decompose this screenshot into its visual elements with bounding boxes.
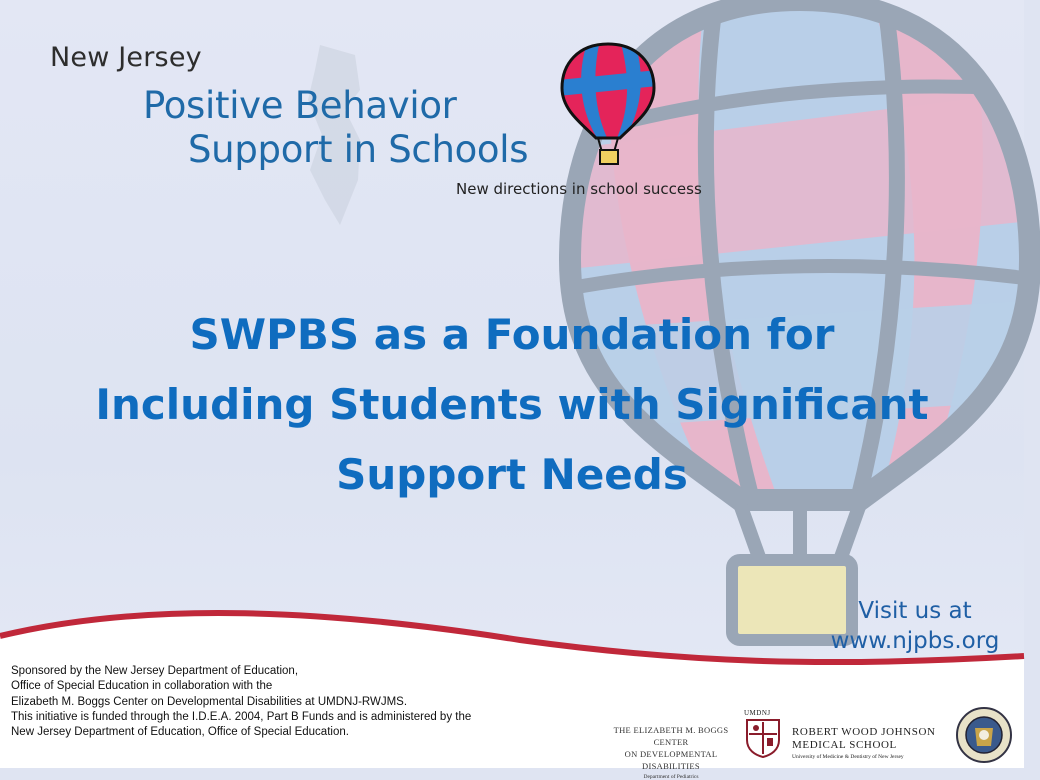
slide-title-line2: Including Students with Significant bbox=[95, 380, 929, 429]
umdnj-crest-icon bbox=[743, 710, 783, 758]
boggs-line2: ON DEVELOPMENTAL DISABILITIES bbox=[624, 749, 718, 771]
logo-title-line1: Positive Behavior bbox=[143, 84, 457, 127]
sponsor-line4: This initiative is funded through the I.D.E.A. 2004, Part B Funds and is administered by the bbox=[11, 710, 472, 723]
rwj-line2: MEDICAL SCHOOL bbox=[792, 739, 897, 751]
rwj-medical-school-logo bbox=[792, 726, 936, 760]
rwj-line1: ROBERT WOOD JOHNSON bbox=[792, 726, 936, 738]
sponsor-line1: Sponsored by the New Jersey Department of Education, bbox=[11, 665, 299, 677]
logo-tagline: New directions in school success bbox=[456, 180, 702, 198]
sponsor-line2: Office of Special Education in collaboration with the bbox=[11, 680, 273, 693]
slide-title-line3: Support Needs bbox=[336, 450, 688, 499]
logo-state-label: New Jersey bbox=[50, 42, 202, 73]
sponsor-line5: New Jersey Department of Education, Office of Special Education. bbox=[11, 726, 349, 739]
hot-air-balloon-icon bbox=[558, 40, 658, 170]
visit-us-label: Visit us at bbox=[858, 598, 972, 624]
boggs-center-logo bbox=[596, 724, 746, 780]
slide-title bbox=[40, 300, 984, 510]
boggs-line1: THE ELIZABETH M. BOGGS CENTER bbox=[613, 725, 729, 747]
new-jersey-seal-icon bbox=[955, 706, 1013, 764]
slide-title-line1: SWPBS as a Foundation for bbox=[189, 310, 835, 359]
logo-title-line2: Support in Schools bbox=[188, 128, 529, 171]
sponsor-text bbox=[11, 664, 531, 740]
website-url[interactable]: www.njpbs.org bbox=[830, 628, 1000, 654]
boggs-line3: Department of Pediatrics bbox=[643, 774, 699, 780]
umdnj-label: UMDNJ bbox=[744, 709, 771, 717]
sponsor-line3: Elizabeth M. Boggs Center on Developmental Disabilities at UMDNJ-RWJMS. bbox=[11, 695, 408, 708]
rwj-line3: University of Medicine & Dentistry of New Jersey bbox=[792, 754, 904, 760]
